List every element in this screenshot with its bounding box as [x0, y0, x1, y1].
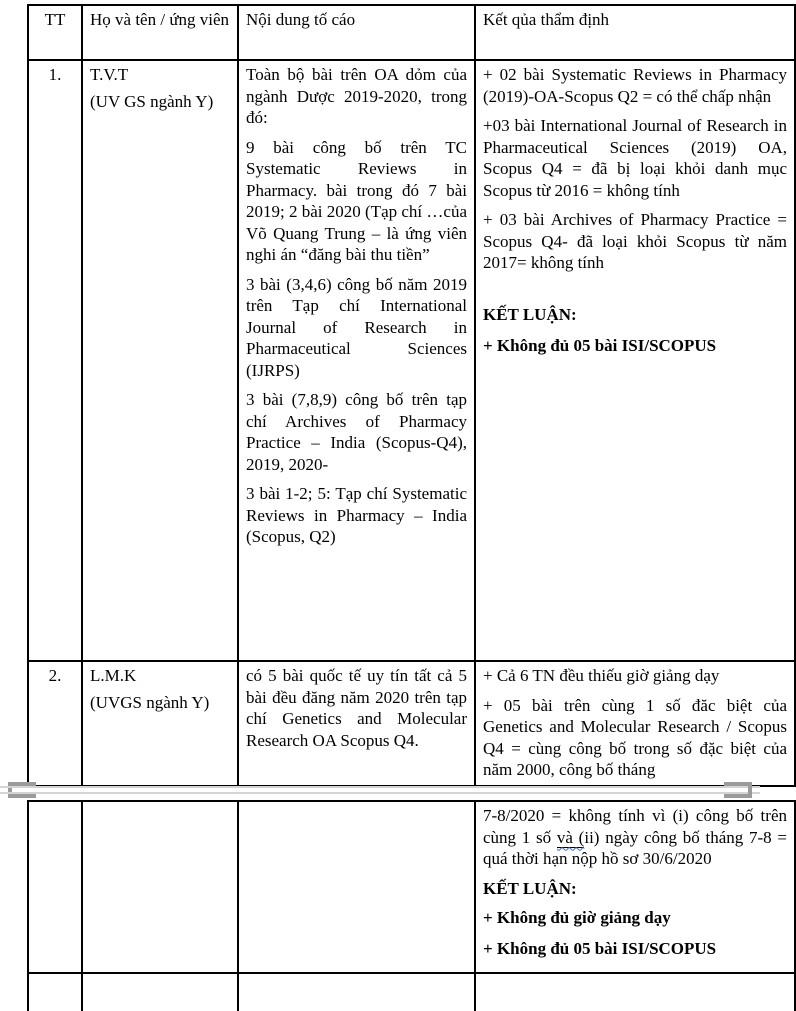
page-break-left-cap-icon [8, 782, 36, 798]
cell-row1-result [475, 60, 795, 661]
paragraph: có 5 bài quốc tế uy tín tất cả 5 bài đều đăng năm 2020 trên tạp chí Genetics and Molecular Research OA Scopus Q4. [246, 666, 467, 750]
paragraph: + Cả 6 TN đều thiếu giờ giảng dạy [483, 666, 720, 685]
paragraph: 3 bài 1-2; 5: Tạp chí Systematic Reviews in Pharmacy – India (Scopus, Q2) [246, 484, 467, 546]
paragraph: 3 bài (7,8,9) công bố trên tạp chí Archives of Pharmacy Practice – India (Scopus-Q4), 2019, 2020- [246, 390, 467, 474]
page-break-line [0, 786, 760, 788]
header-cell-content [238, 5, 475, 60]
row-number: 1. [48, 65, 62, 84]
page-break-divider[interactable] [0, 781, 760, 800]
candidate-initials: L.M.K [90, 666, 137, 685]
paragraph: + 02 bài Systematic Reviews in Pharmacy (2019)-OA-Scopus Q2 = có thể chấp nhận [483, 65, 787, 106]
table-row-2 [28, 661, 795, 786]
table-header-row [28, 5, 795, 60]
paragraph: 9 bài công bố trên TC Systematic Reviews in Pharmacy. bài trong đó 7 bài 2019; 2 bài 2020 (Tạp chí …của Võ Quang Trung – là ứng viên nghi án “đăng bài thu tiền” [246, 137, 467, 264]
paragraph: + 05 bài trên cùng 1 số đăc biệt của Genetics and Molecular Research / Scopus Q4 = cùng công bố trong số đặc biệt của năm 2000, công bố tháng [483, 695, 787, 779]
conclusion-item: + Không đủ 05 bài ISI/SCOPUS [483, 336, 717, 355]
cell-row2-result [475, 661, 795, 786]
cell-row2-tt [28, 661, 82, 786]
edited-text-underlined: và ( [556, 827, 585, 847]
header-label-name: Họ và tên / ứng viên [90, 10, 230, 29]
cell-next-name [82, 973, 238, 1011]
result-text-after: ii) ngày công bố tháng 7-8 = quá thời hạn nộp hồ sơ 30/6/2020 [483, 827, 787, 868]
candidate-role: (UV GS ngành Y) [90, 91, 214, 111]
header-cell-result [475, 5, 795, 60]
conclusion-item: + Không đủ 05 bài ISI/SCOPUS [483, 938, 717, 958]
paragraph [483, 805, 787, 870]
table-row-3-partial [28, 973, 795, 1011]
header-cell-tt [28, 5, 82, 60]
cell-row2-content [238, 661, 475, 786]
conclusion-label: KẾT LUẬN: [483, 878, 577, 898]
paragraph: + 03 bài Archives of Pharmacy Practice = Scopus Q4- đã loại khỏi Scopus từ năm 2017= không tính [483, 210, 787, 272]
conclusion-label: KẾT LUẬN: [483, 304, 577, 324]
cell-cont-tt [28, 801, 82, 973]
paragraph: +03 bài International Journal of Research in Pharmaceutical Sciences (2019) OA, Scopus Q4 = đã bị loại khỏi danh mục Scopus từ 2016 = không tính [483, 116, 787, 200]
cell-row1-content [238, 60, 475, 661]
table-row-1 [28, 60, 795, 661]
header-label-tt: TT [44, 10, 66, 29]
candidate-role: (UVGS ngành Y) [90, 692, 210, 712]
cell-next-content [238, 973, 475, 1011]
conclusion-item: + Không đủ giờ giảng dạy [483, 908, 671, 927]
cell-cont-result [475, 801, 795, 973]
paragraph: 3 bài (3,4,6) công bố năm 2019 trên Tạp chí International Journal of Research in Pharmaceutical Sciences (IJRPS) [246, 274, 467, 380]
candidate-initials: T.V.T [90, 65, 129, 84]
paragraph: Toàn bộ bài trên OA dỏm của ngành Dược 2019-2020, trong đó: [246, 65, 467, 127]
cell-row1-tt [28, 60, 82, 661]
assessment-table-page2 [27, 800, 787, 1011]
page-break-right-cap-icon [724, 782, 752, 798]
header-cell-name [82, 5, 238, 60]
cell-next-result [475, 973, 795, 1011]
row-number: 2. [48, 666, 62, 685]
cell-row2-name [82, 661, 238, 786]
header-label-content: Nội dung tố cáo [246, 10, 356, 29]
cell-next-tt [28, 973, 82, 1011]
cell-cont-name [82, 801, 238, 973]
cell-row1-name [82, 60, 238, 661]
table-row-2-continued [28, 801, 795, 973]
result-text-before: 7-8/2020 = không tính vì (i) công bố trên cùng 1 số [483, 806, 787, 847]
cell-cont-content [238, 801, 475, 973]
header-label-result: Kết qủa thẩm định [483, 10, 610, 29]
page-break-line [0, 792, 760, 794]
assessment-table-page1 [27, 4, 787, 787]
